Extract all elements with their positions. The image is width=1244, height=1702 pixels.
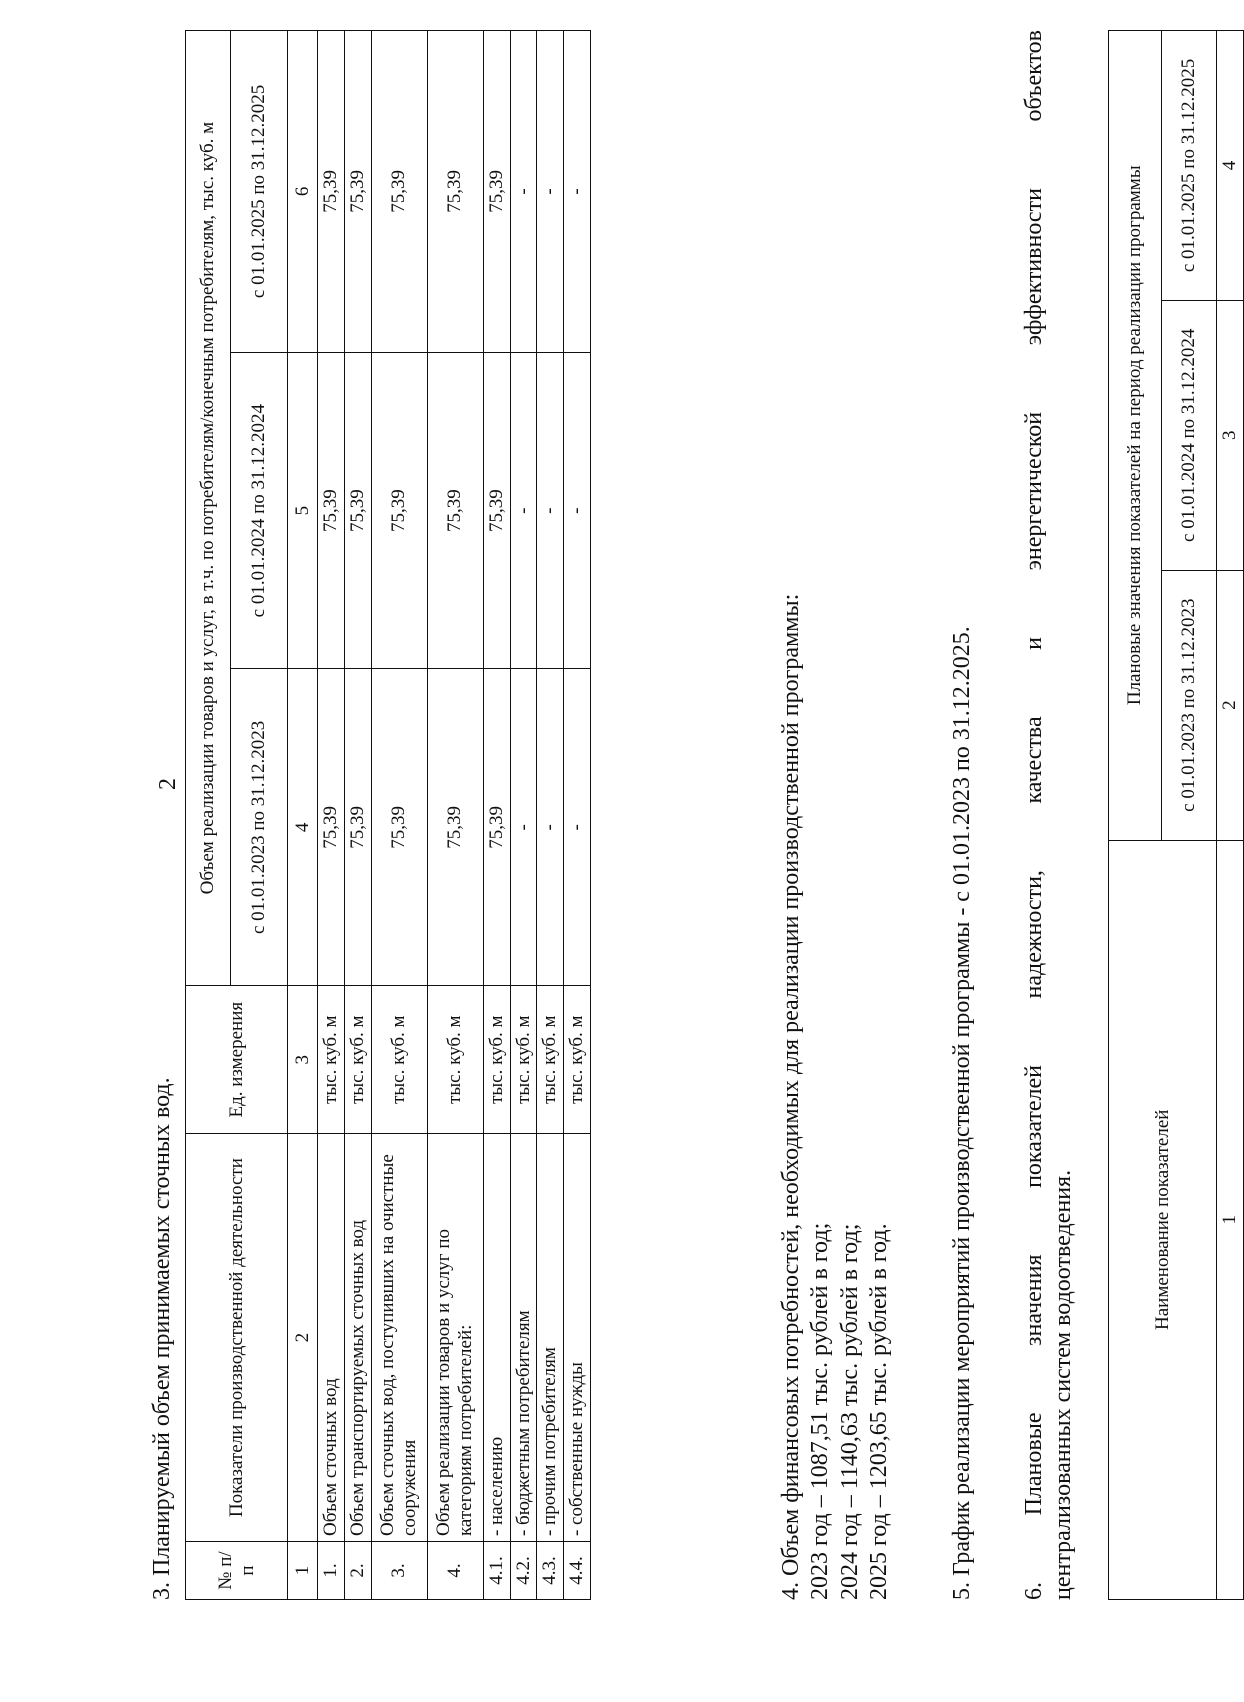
row-num: 4.1.	[483, 1542, 510, 1600]
row-unit: тыс. куб. м	[483, 986, 510, 1134]
table-row	[564, 31, 591, 1600]
row-num: 4.3.	[537, 1542, 564, 1600]
row-value-2024: -	[510, 352, 537, 669]
row-indicator: Объем сточных вод	[318, 1134, 345, 1542]
col-number: 6	[288, 31, 318, 353]
row-unit: тыс. куб. м	[344, 986, 371, 1134]
header-period-2025: с 01.01.2025 по 31.12.2025	[1162, 31, 1217, 301]
finance-line: 2023 год – 1087,51 тыс. рублей в год;	[807, 1222, 834, 1600]
row-value-2025: 75,39	[344, 31, 371, 353]
col-number: 2	[1217, 570, 1244, 840]
col-number: 2	[288, 1134, 318, 1542]
section-6-title-line2: централизованных систем водоотведения.	[1050, 1169, 1077, 1600]
table-row	[537, 31, 564, 1600]
table-header-row	[186, 31, 231, 1600]
header-planned-values: Плановые значения показателей на период реализации программы	[1109, 31, 1162, 841]
header-period-2024: с 01.01.2024 по 31.12.2024	[231, 352, 288, 669]
row-value-2024: 75,39	[344, 352, 371, 669]
row-value-2023: 75,39	[483, 669, 510, 986]
col-number: 1	[288, 1542, 318, 1600]
row-value-2025: 75,39	[318, 31, 345, 353]
table-row	[510, 31, 537, 1600]
row-unit: тыс. куб. м	[510, 986, 537, 1134]
section-4	[777, 30, 894, 1600]
row-num: 4.2.	[510, 1542, 537, 1600]
row-value-2025: 75,39	[483, 31, 510, 353]
row-value-2023: 75,39	[427, 669, 483, 986]
col-number: 4	[288, 669, 318, 986]
rotated-content	[145, 30, 1240, 1600]
table-row	[344, 31, 371, 1600]
row-value-2024: 75,39	[483, 352, 510, 669]
row-indicator: - бюджетным потребителям	[510, 1134, 537, 1542]
header-period-2024: с 01.01.2024 по 31.12.2024	[1162, 300, 1217, 570]
reliability-indicators-table	[1108, 30, 1244, 1600]
finance-line: 2024 год – 1140,63 тыс. рублей в год;	[836, 1223, 863, 1600]
row-num: 1.	[318, 1542, 345, 1600]
row-value-2025: -	[537, 31, 564, 353]
row-unit: тыс. куб. м	[427, 986, 483, 1134]
row-indicator: Объем транспортируемых сточных вод	[344, 1134, 371, 1542]
row-unit: тыс. куб. м	[371, 986, 427, 1134]
row-value-2024: 75,39	[371, 352, 427, 669]
column-number-row	[1217, 31, 1244, 1600]
table-row	[318, 31, 345, 1600]
row-indicator: - собственные нужды	[564, 1134, 591, 1542]
table-row	[371, 31, 427, 1600]
row-indicator: - прочим потребителям	[537, 1134, 564, 1542]
header-period-2023: с 01.01.2023 по 31.12.2023	[231, 669, 288, 986]
section-4-title: 4. Объем финансовых потребностей, необходимых для реализации производственной программы:	[778, 593, 804, 1600]
row-value-2023: 75,39	[318, 669, 345, 986]
row-unit: тыс. куб. м	[318, 986, 345, 1134]
row-num: 4.4.	[564, 1542, 591, 1600]
row-value-2023: 75,39	[344, 669, 371, 986]
row-value-2024: 75,39	[318, 352, 345, 669]
row-value-2025: 75,39	[427, 31, 483, 353]
row-unit: тыс. куб. м	[537, 986, 564, 1134]
section-6-title-line1: 6. Плановые значения показателей надежности, качества и энергетической эффективности объектов	[1021, 30, 1047, 1600]
row-unit: тыс. куб. м	[564, 986, 591, 1134]
col-number: 3	[1217, 300, 1244, 570]
header-num: № п/п	[186, 1542, 288, 1600]
row-indicator: - населению	[483, 1134, 510, 1542]
column-number-row	[288, 31, 318, 1600]
row-num: 2.	[344, 1542, 371, 1600]
header-unit: Ед. измерения	[186, 986, 288, 1134]
wastewater-volume-table	[185, 30, 591, 1600]
row-value-2023: -	[564, 669, 591, 986]
header-volume-group: Объем реализации товаров и услуг, в т.ч. по потребителям/конечным потребителям, тыс. куб. м	[186, 31, 231, 986]
row-indicator: Объем сточных вод, поступивших на очистные сооружения	[371, 1134, 427, 1542]
row-value-2025: 75,39	[371, 31, 427, 353]
section-6	[1020, 30, 1079, 1600]
section-3-title: 3. Планируемый объем принимаемых сточных вод.	[149, 1077, 175, 1600]
header-period-2025: с 01.01.2025 по 31.12.2025	[231, 31, 288, 353]
header-indicator: Показатели производственной деятельности	[186, 1134, 288, 1542]
row-value-2023: 75,39	[371, 669, 427, 986]
header-indicator-name: Наименование показателей	[1109, 840, 1217, 1599]
table-row	[483, 31, 510, 1600]
row-num: 4.	[427, 1542, 483, 1600]
table-row	[427, 31, 483, 1600]
section-5-title: 5. График реализации мероприятий производственной программы - с 01.01.2023 по 31.12.2025.	[949, 626, 975, 1600]
row-value-2025: -	[564, 31, 591, 353]
header-period-2023: с 01.01.2023 по 31.12.2023	[1162, 570, 1217, 840]
col-number: 4	[1217, 31, 1244, 301]
row-value-2023: -	[537, 669, 564, 986]
row-value-2024: -	[564, 352, 591, 669]
row-value-2024: 75,39	[427, 352, 483, 669]
col-number: 5	[288, 352, 318, 669]
row-value-2025: -	[510, 31, 537, 353]
page-number: 2	[155, 778, 181, 790]
row-value-2024: -	[537, 352, 564, 669]
finance-line: 2025 год – 1203,65 тыс. рублей в год.	[865, 1223, 892, 1600]
col-number: 3	[288, 986, 318, 1134]
row-indicator: Объем реализации товаров и услуг по категориям потребителей:	[427, 1134, 483, 1542]
col-number: 1	[1217, 840, 1244, 1599]
row-num: 3.	[371, 1542, 427, 1600]
table-header-row	[1109, 31, 1162, 1600]
row-value-2023: -	[510, 669, 537, 986]
